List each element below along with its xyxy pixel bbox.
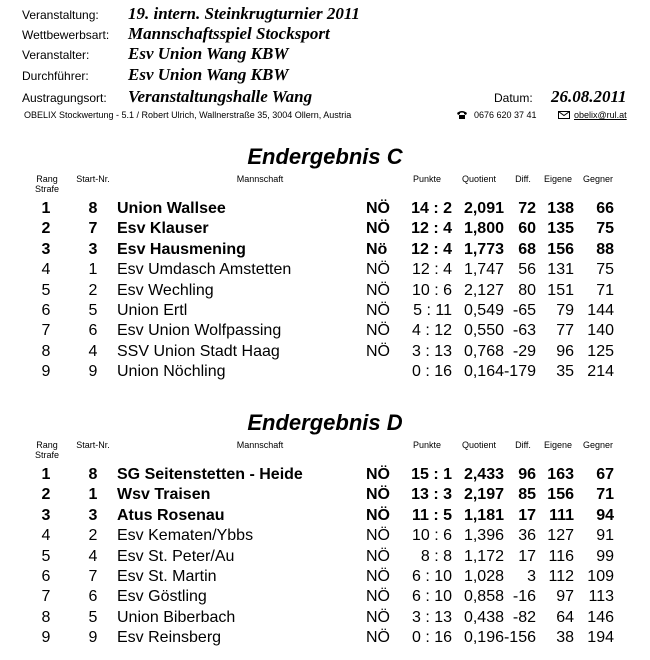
quotient-cell: 2,197 — [463, 486, 504, 504]
region-cell: NÖ — [366, 342, 390, 360]
table-row — [0, 343, 650, 363]
rank-cell: 3 — [41, 240, 51, 258]
team-name-cell: Esv St. Peter/Au — [117, 547, 235, 565]
region-cell: NÖ — [366, 466, 390, 483]
quotient-cell: 0,549 — [463, 302, 504, 319]
start-number-cell: 9 — [88, 629, 98, 647]
opponent-score-cell: 75 — [596, 261, 614, 279]
opponent-score-cell: 99 — [596, 547, 614, 565]
region-cell: NÖ — [366, 547, 390, 565]
team-name-cell: Wsv Traisen — [117, 486, 211, 504]
table-row — [0, 629, 650, 649]
software-credit: OBELIX Stockwertung - 5.1 / Robert Ulrich, Wallnerstraße 35, 3004 Ollern, Austria — [24, 110, 352, 120]
quotient-cell: 1,396 — [463, 527, 504, 545]
table-row — [0, 220, 650, 240]
own-score-cell: 38 — [556, 629, 574, 647]
opponent-score-cell: 146 — [587, 608, 614, 626]
start-number-cell: 1 — [88, 261, 98, 279]
quotient-cell: 2,091 — [463, 200, 504, 217]
rank-cell: 7 — [41, 588, 51, 606]
rank-cell: 8 — [41, 608, 51, 626]
team-name-cell: Esv St. Martin — [117, 568, 217, 585]
difference-cell: 96 — [518, 466, 536, 483]
own-score-cell: 138 — [547, 200, 574, 217]
own-score-cell: 131 — [547, 261, 574, 279]
table-row — [0, 609, 650, 629]
start-number-cell: 8 — [88, 466, 98, 483]
opponent-score-cell: 140 — [587, 322, 614, 340]
difference-cell: 36 — [518, 527, 536, 545]
start-number-cell: 3 — [88, 240, 98, 258]
start-number-cell: 3 — [88, 506, 98, 524]
difference-cell: -16 — [512, 588, 536, 606]
own-score-cell: 127 — [547, 527, 574, 545]
team-name-cell: Atus Rosenau — [117, 506, 225, 524]
quotient-cell: 0,768 — [463, 342, 504, 360]
points-cell: 10 : 6 — [411, 527, 452, 545]
own-score-cell: 97 — [556, 588, 574, 606]
col-own-header: Eigene — [543, 440, 573, 450]
quotient-cell: 0,550 — [463, 322, 504, 340]
team-name-cell: Esv Klauser — [117, 220, 209, 238]
difference-cell: 80 — [518, 281, 536, 299]
difference-cell: 68 — [518, 240, 536, 258]
start-number-cell: 2 — [88, 281, 98, 299]
quotient-cell: 2,433 — [463, 466, 504, 483]
difference-cell: -29 — [512, 342, 536, 360]
table-row — [0, 486, 650, 506]
opponent-score-cell: 91 — [596, 527, 614, 545]
rank-cell: 5 — [41, 281, 51, 299]
rank-cell: 2 — [41, 220, 51, 238]
col-penalty-header: Strafe — [34, 450, 59, 460]
opponent-score-cell: 94 — [596, 506, 614, 524]
rank-cell: 6 — [41, 302, 51, 319]
points-cell: 6 : 10 — [411, 568, 452, 585]
table-row — [0, 241, 650, 261]
table-row — [0, 527, 650, 547]
own-score-cell: 111 — [549, 506, 574, 524]
own-score-cell: 79 — [556, 302, 574, 319]
opponent-score-cell: 66 — [596, 200, 614, 217]
start-number-cell: 2 — [88, 527, 98, 545]
own-score-cell: 156 — [547, 240, 574, 258]
quotient-cell: 1,181 — [463, 506, 504, 524]
competition-type-value: Mannschaftsspiel Stocksport — [128, 24, 330, 43]
region-cell: NÖ — [366, 281, 390, 299]
opponent-score-cell: 67 — [596, 466, 614, 483]
team-name-cell: SSV Union Stadt Haag — [117, 342, 280, 360]
points-cell: 5 : 11 — [413, 302, 452, 319]
col-quotient-header: Quotient — [461, 440, 497, 450]
points-cell: 8 : 8 — [420, 547, 452, 565]
start-number-cell: 5 — [88, 302, 98, 319]
region-cell: NÖ — [366, 220, 390, 238]
col-rank-header: Rang — [36, 440, 58, 450]
table-row — [0, 507, 650, 527]
quotient-cell: 1,800 — [463, 220, 504, 238]
team-name-cell: Esv Kematen/Ybbs — [117, 527, 254, 545]
venue-value: Veranstaltungshalle Wang — [128, 87, 313, 106]
opponent-score-cell: 144 — [587, 302, 614, 319]
team-name-cell: Union Nöchling — [117, 363, 226, 381]
difference-cell: -156 — [503, 629, 536, 647]
rank-cell: 9 — [41, 629, 51, 647]
points-cell: 3 : 13 — [411, 342, 452, 360]
col-diff-header: Diff. — [515, 174, 531, 184]
venue-label: Austragungsort: — [22, 91, 107, 105]
opponent-score-cell: 214 — [587, 363, 614, 381]
start-number-cell: 8 — [88, 200, 98, 217]
points-cell: 0 : 16 — [411, 629, 452, 647]
own-score-cell: 64 — [556, 608, 574, 626]
own-score-cell: 35 — [556, 363, 574, 381]
table-row — [0, 548, 650, 568]
date-label: Datum: — [494, 91, 533, 105]
table-row — [0, 322, 650, 342]
date-value: 26.08.2011 — [551, 87, 627, 106]
quotient-cell: 1,172 — [463, 547, 504, 565]
opponent-score-cell: 194 — [587, 629, 614, 647]
start-number-cell: 9 — [88, 363, 98, 381]
organizer-label: Veranstalter: — [22, 48, 90, 62]
table-row — [0, 568, 650, 588]
start-number-cell: 6 — [88, 588, 98, 606]
table-row — [0, 261, 650, 281]
team-name-cell: Esv Wechling — [117, 281, 214, 299]
rank-cell: 9 — [41, 363, 51, 381]
own-score-cell: 96 — [556, 342, 574, 360]
region-cell: Nö — [366, 240, 388, 258]
region-cell: NÖ — [366, 261, 390, 279]
quotient-cell: 1,028 — [463, 568, 504, 585]
difference-cell: -63 — [512, 322, 536, 340]
points-cell: 12 : 4 — [411, 220, 452, 238]
competition-type-label: Wettbewerbsart: — [22, 28, 110, 42]
difference-cell: 60 — [518, 220, 536, 238]
team-name-cell: Union Wallsee — [117, 200, 226, 217]
own-score-cell: 77 — [556, 322, 574, 340]
col-own-header: Eigene — [543, 174, 573, 184]
own-score-cell: 112 — [548, 568, 574, 585]
quotient-cell: 0,858 — [463, 588, 504, 606]
points-cell: 13 : 3 — [411, 486, 452, 504]
opponent-score-cell: 113 — [588, 588, 614, 606]
region-cell: NÖ — [366, 322, 390, 340]
opponent-score-cell: 125 — [587, 342, 614, 360]
difference-cell: 72 — [518, 200, 536, 217]
start-number-cell: 4 — [88, 342, 98, 360]
start-number-cell: 7 — [88, 568, 98, 585]
rank-cell: 8 — [41, 342, 51, 360]
region-cell: NÖ — [366, 527, 390, 545]
col-points-header: Punkte — [412, 440, 442, 450]
start-number-cell: 1 — [88, 486, 98, 504]
points-cell: 11 : 5 — [411, 506, 452, 524]
phone-number: 0676 620 37 41 — [474, 110, 537, 120]
region-cell: NÖ — [366, 506, 390, 524]
organizer-value: Esv Union Wang KBW — [128, 44, 289, 63]
rank-cell: 6 — [41, 568, 51, 585]
region-cell: NÖ — [366, 200, 390, 217]
envelope-icon — [558, 111, 570, 119]
col-start-header: Start-Nr. — [76, 440, 110, 450]
region-cell: NÖ — [366, 302, 390, 319]
points-cell: 0 : 16 — [411, 363, 452, 381]
opponent-score-cell: 71 — [596, 486, 614, 504]
table-row — [0, 588, 650, 608]
points-cell: 12 : 4 — [411, 240, 452, 258]
section-title-c: Endergebnis C — [247, 144, 403, 169]
rank-cell: 3 — [41, 506, 51, 524]
own-score-cell: 163 — [547, 466, 574, 483]
opponent-score-cell: 75 — [596, 220, 614, 238]
col-points-header: Punkte — [412, 174, 442, 184]
difference-cell: 17 — [518, 547, 536, 565]
region-cell: NÖ — [366, 568, 390, 585]
start-number-cell: 5 — [88, 608, 98, 626]
opponent-score-cell: 88 — [596, 240, 614, 258]
section-title-d: Endergebnis D — [247, 410, 403, 435]
region-cell: NÖ — [366, 588, 390, 606]
executor-value: Esv Union Wang KBW — [128, 65, 289, 84]
table-row — [0, 466, 650, 486]
start-number-cell: 7 — [88, 220, 98, 238]
team-name-cell: Esv Umdasch Amstetten — [117, 261, 292, 279]
table-row — [0, 302, 650, 322]
team-name-cell: Esv Reinsberg — [117, 629, 222, 647]
region-cell: NÖ — [366, 486, 390, 504]
rank-cell: 2 — [41, 486, 51, 504]
col-rank-header: Rang — [36, 174, 58, 184]
col-start-header: Start-Nr. — [76, 174, 110, 184]
telephone-icon — [456, 110, 468, 120]
difference-cell: 3 — [527, 568, 536, 585]
own-score-cell: 116 — [548, 547, 574, 565]
quotient-cell: 2,127 — [463, 281, 504, 299]
col-team-header: Mannschaft — [236, 440, 284, 450]
quotient-cell: 1,773 — [463, 240, 504, 258]
difference-cell: -179 — [503, 363, 536, 381]
col-opp-header: Gegner — [582, 174, 614, 184]
points-cell: 3 : 13 — [411, 608, 452, 626]
difference-cell: -82 — [512, 608, 536, 626]
table-row — [0, 200, 650, 220]
col-opp-header: Gegner — [582, 440, 614, 450]
region-cell: NÖ — [366, 629, 390, 647]
rank-cell: 1 — [41, 200, 51, 217]
col-team-header: Mannschaft — [236, 174, 284, 184]
quotient-cell: 0,196 — [463, 629, 504, 647]
email-link[interactable]: obelix@rul.at — [574, 110, 627, 120]
quotient-cell: 0,438 — [463, 608, 504, 626]
rank-cell: 5 — [41, 547, 51, 565]
team-name-cell: Union Biberbach — [117, 608, 236, 626]
col-quotient-header: Quotient — [461, 174, 497, 184]
team-name-cell: Esv Göstling — [117, 588, 207, 606]
rank-cell: 1 — [41, 466, 51, 483]
start-number-cell: 4 — [88, 547, 98, 565]
points-cell: 4 : 12 — [411, 322, 452, 340]
rank-cell: 7 — [41, 322, 51, 340]
region-cell: NÖ — [366, 608, 390, 626]
points-cell: 14 : 2 — [411, 200, 452, 217]
quotient-cell: 1,747 — [463, 261, 504, 279]
start-number-cell: 6 — [88, 322, 98, 340]
event-value: 19. intern. Steinkrugturnier 2011 — [128, 4, 360, 23]
points-cell: 6 : 10 — [411, 588, 452, 606]
event-label: Veranstaltung: — [22, 8, 99, 22]
rank-cell: 4 — [41, 527, 51, 545]
difference-cell: 17 — [518, 506, 536, 524]
own-score-cell: 151 — [547, 281, 574, 299]
table-row — [0, 282, 650, 302]
points-cell: 15 : 1 — [411, 466, 452, 483]
team-name-cell: Union Ertl — [117, 302, 188, 319]
executor-label: Durchführer: — [22, 69, 89, 83]
team-name-cell: Esv Union Wolfpassing — [117, 322, 282, 340]
team-name-cell: Esv Hausmening — [117, 240, 246, 258]
opponent-score-cell: 109 — [587, 568, 614, 585]
table-row — [0, 363, 650, 383]
difference-cell: -65 — [512, 302, 536, 319]
rank-cell: 4 — [41, 261, 51, 279]
difference-cell: 85 — [518, 486, 536, 504]
own-score-cell: 135 — [547, 220, 574, 238]
opponent-score-cell: 71 — [596, 281, 614, 299]
points-cell: 12 : 4 — [411, 261, 452, 279]
team-name-cell: SG Seitenstetten - Heide — [117, 466, 303, 483]
difference-cell: 56 — [518, 261, 536, 279]
own-score-cell: 156 — [547, 486, 574, 504]
col-penalty-header: Strafe — [34, 184, 59, 194]
col-diff-header: Diff. — [515, 440, 531, 450]
points-cell: 10 : 6 — [411, 281, 452, 299]
quotient-cell: 0,164 — [463, 363, 504, 381]
